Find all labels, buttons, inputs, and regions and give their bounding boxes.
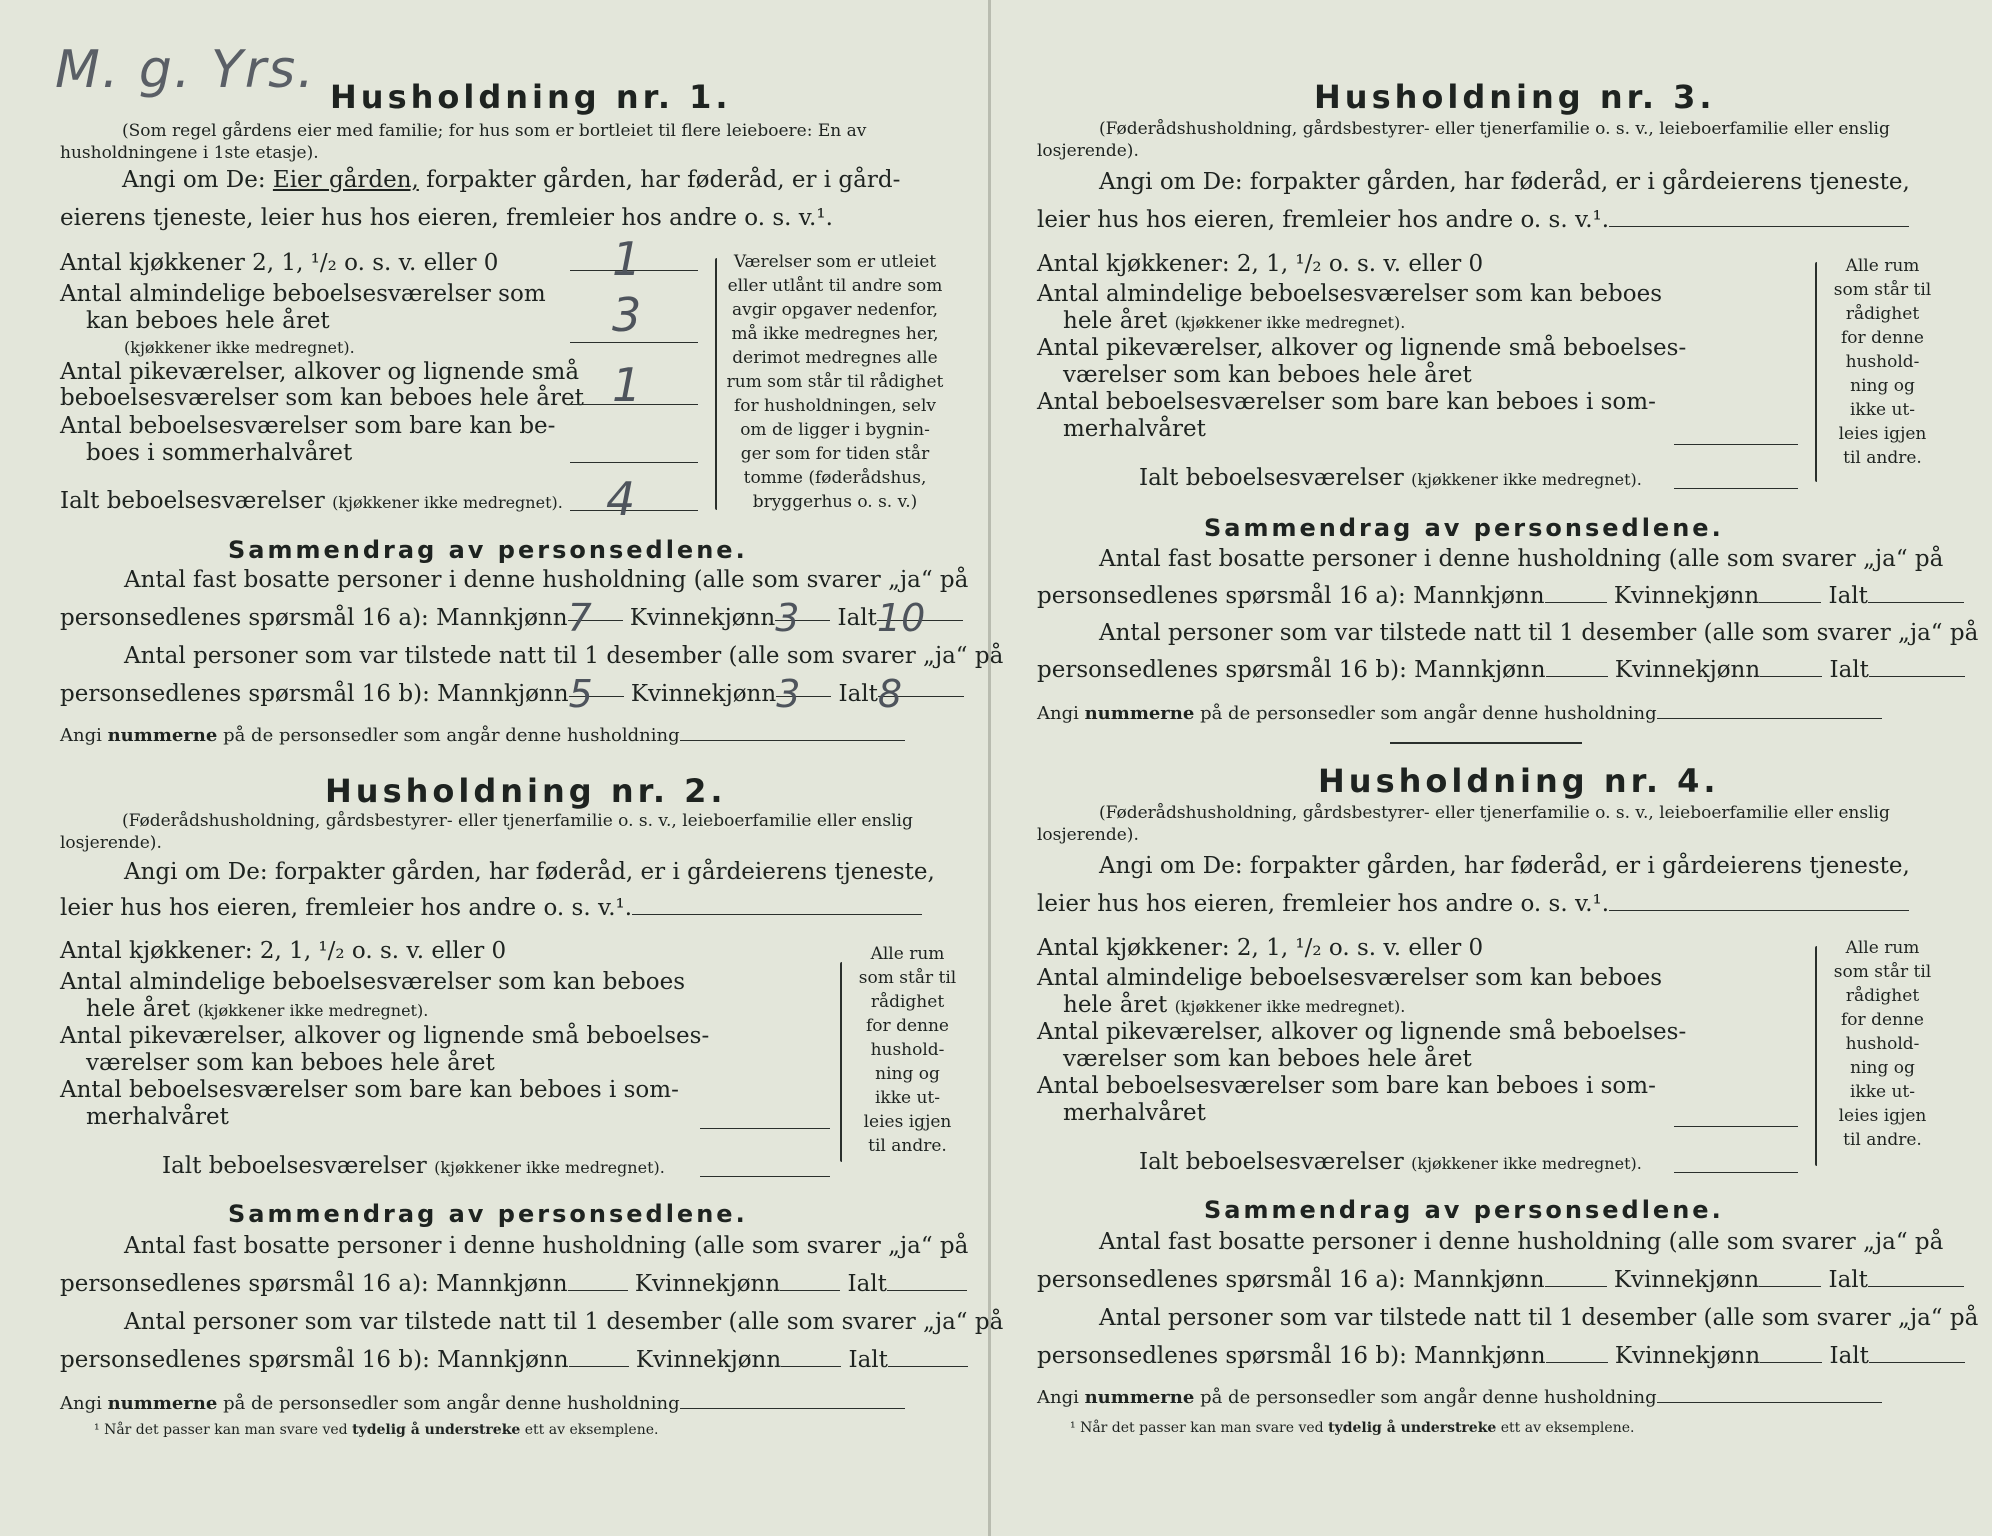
right-footnote-pre: ¹ Når det passer kan man svare ved xyxy=(1070,1420,1329,1436)
h2-angi-num-post: på de personsedler som angår denne husholdning xyxy=(217,1393,680,1414)
h1-sum1-mann-value: 7 xyxy=(567,596,592,640)
h4-kjokken-label: Antal kjøkkener: 2, 1, ¹/₂ o. s. v. eller 0 xyxy=(1037,935,1484,961)
h3-sum1-label: personsedlenes spørsmål 16 a): Mannkjønn xyxy=(1037,583,1545,609)
h2-title: Husholdning nr. 2. xyxy=(325,772,727,810)
h2-side-line: leies igjen xyxy=(863,1112,952,1132)
h2-ialt-label: Ialt beboelsesværelser xyxy=(162,1153,427,1179)
h1-sum1-kv-value: 3 xyxy=(775,596,800,640)
h4-side-line: hushold- xyxy=(1845,1034,1920,1054)
h4-sum2-ialt-label: Ialt xyxy=(1829,1343,1869,1369)
h4-side-line: Alle rum xyxy=(1845,938,1920,958)
h1-side-line: for husholdningen, selv xyxy=(733,396,937,416)
h4-ialt-line xyxy=(1139,1148,1642,1178)
h3-side-line: hushold- xyxy=(1845,352,1920,372)
h4-sum1-line2 xyxy=(1037,1266,1964,1294)
h3-ialt-blank xyxy=(1674,488,1798,489)
h1-sum1-line2 xyxy=(60,596,963,640)
h2-brace xyxy=(840,962,842,1162)
h2-sum2-kv-label: Kvinnekjønn xyxy=(635,1347,782,1373)
h2-angi-line1: Angi om De: forpakter gården, har føderåd, er i gårdeierens tjeneste, xyxy=(124,859,935,885)
h1-sum1-kv-label: Kvinnekjønn xyxy=(629,605,776,631)
h1-sum1-line1: Antal fast bosatte personer i denne husholdning (alle som svarer „ja“ på xyxy=(124,567,969,593)
h1-kjokken-label: Antal kjøkkener 2, 1, ¹/₂ o. s. v. eller 0 xyxy=(60,250,499,276)
h1-ialt-label: Ialt beboelsesværelser xyxy=(60,488,325,514)
h1-angi-rest: forpakter gården, har føderåd, er i gård- xyxy=(418,167,901,193)
h1-angi-num-pre: Angi xyxy=(60,725,108,746)
h4-alm-line2-text: hele året xyxy=(1063,992,1168,1018)
h2-sum1-line1: Antal fast bosatte personer i denne husholdning (alle som svarer „ja“ på xyxy=(124,1233,969,1259)
h3-ialt-note: (kjøkkener ikke medregnet). xyxy=(1411,470,1642,489)
h3-side-line: for denne xyxy=(1841,328,1924,348)
h4-sum2-line1: Antal personer som var tilstede natt til 1 desember (alle som svarer „ja“ på xyxy=(1099,1305,1979,1331)
h1-sum2-ialt-label: Ialt xyxy=(838,681,878,707)
h4-note: (Føderådshusholdning, gårdsbestyrer- eller tjenerfamilie o. s. v., leieboerfamilie eller enslig losjerende). xyxy=(1037,803,1890,845)
h2-alm-line1: Antal almindelige beboelsesværelser som kan beboes xyxy=(60,969,686,995)
section-separator xyxy=(1390,742,1582,744)
h3-side-line: til andre. xyxy=(1843,448,1922,468)
h3-sum1-line2 xyxy=(1037,582,1964,610)
h1-alm-line2: kan beboes hele året xyxy=(86,308,330,334)
h2-ialt-line xyxy=(162,1152,665,1182)
h4-alm-note: (kjøkkener ikke medregnet). xyxy=(1174,997,1406,1016)
h2-angi-num-pre: Angi xyxy=(60,1393,108,1414)
h3-angi-num-pre: Angi xyxy=(1037,703,1085,724)
h3-summary-title: Sammendrag av personsedlene. xyxy=(1204,514,1724,542)
h1-side-line: Værelser som er utleiet xyxy=(733,252,937,272)
h4-sommer-line2: merhalvåret xyxy=(1063,1100,1206,1126)
h4-side-line: ning og xyxy=(1850,1058,1915,1078)
h3-angi-line1: Angi om De: forpakter gården, har føderåd, er i gårdeierens tjeneste, xyxy=(1099,169,1910,195)
left-footnote-bold: tydelig å understreke xyxy=(352,1422,521,1438)
left-footnote-post: ett av eksemplene. xyxy=(520,1422,659,1438)
h3-sum2-line1: Antal personer som var tilstede natt til 1 desember (alle som svarer „ja“ på xyxy=(1099,620,1979,646)
h1-sum2-line2 xyxy=(60,672,964,716)
h2-sum1-kv-label: Kvinnekjønn xyxy=(634,1271,781,1297)
h2-summary-title: Sammendrag av personsedlene. xyxy=(228,1200,748,1228)
h4-sum2-kv-label: Kvinnekjønn xyxy=(1614,1343,1761,1369)
h2-angi-line2 xyxy=(60,894,922,922)
h4-side-line: ikke ut- xyxy=(1849,1082,1916,1102)
h3-pike-line2: værelser som kan beboes hele året xyxy=(1063,362,1472,388)
h3-ialt-label: Ialt beboelsesværelser xyxy=(1139,465,1404,491)
h3-title: Husholdning nr. 3. xyxy=(1314,78,1716,116)
h2-angi-num-bold: nummerne xyxy=(107,1393,218,1414)
h3-angi-line2-text: leier hus hos eieren, fremleier hos andre o. s. v.¹. xyxy=(1037,207,1610,233)
h4-angi-line2-text: leier hus hos eieren, fremleier hos andre o. s. v.¹. xyxy=(1037,891,1610,917)
h2-side-line: hushold- xyxy=(870,1040,945,1060)
handwritten-corner-note: M. g. Yrs. xyxy=(55,40,316,100)
h2-alm-line2-text: hele året xyxy=(86,996,191,1022)
h4-side-line: til andre. xyxy=(1843,1130,1922,1150)
h3-alm-note: (kjøkkener ikke medregnet). xyxy=(1174,313,1406,332)
h1-sum2-mann-value: 5 xyxy=(568,672,593,716)
h1-side-line: tomme (føderådshus, xyxy=(743,468,927,488)
left-footnote-pre: ¹ Når det passer kan man svare ved xyxy=(94,1422,353,1438)
h3-note: (Føderådshusholdning, gårdsbestyrer- eller tjenerfamilie o. s. v., leieboerfamilie eller enslig losjerende). xyxy=(1037,119,1890,161)
h1-sommer-blank xyxy=(570,462,698,463)
h2-alm-line2 xyxy=(86,995,428,1025)
h2-alm-note: (kjøkkener ikke medregnet). xyxy=(197,1001,429,1020)
h1-alm-line3: (kjøkkener ikke medregnet). xyxy=(124,338,355,357)
h1-side-line: avgir opgaver nedenfor, xyxy=(731,300,938,320)
h3-side-line: ikke ut- xyxy=(1849,400,1916,420)
h4-sum1-label: personsedlenes spørsmål 16 a): Mannkjønn xyxy=(1037,1267,1545,1293)
h1-sommer-line1: Antal beboelsesværelser som bare kan be- xyxy=(60,413,556,439)
h3-sum2-ialt-label: Ialt xyxy=(1829,657,1869,683)
h1-angi-label: Angi om De: xyxy=(122,167,273,193)
h4-ialt-blank xyxy=(1674,1172,1798,1173)
h2-pike-line2: værelser som kan beboes hele året xyxy=(86,1050,495,1076)
h4-angi-line2 xyxy=(1037,890,1909,918)
h1-alm-line1: Antal almindelige beboelsesværelser som xyxy=(60,281,546,307)
h1-side-line: må ikke medregnes her, xyxy=(731,324,939,344)
h4-sum1-kv-label: Kvinnekjønn xyxy=(1613,1267,1760,1293)
h2-side-line: rådighet xyxy=(870,992,945,1012)
h4-angi-num-bold: nummerne xyxy=(1084,1387,1195,1408)
h1-angi-line2: eierens tjeneste, leier hus hos eieren, fremleier hos andre o. s. v.¹. xyxy=(60,205,833,231)
h1-angi-num-post: på de personsedler som angår denne husholdning xyxy=(217,725,680,746)
h3-angi-line2 xyxy=(1037,206,1909,234)
h2-sum1-line2 xyxy=(60,1270,967,1298)
h1-side-line: ger som for tiden står xyxy=(740,444,930,464)
h4-alm-line1: Antal almindelige beboelsesværelser som kan beboes xyxy=(1037,965,1663,991)
right-page xyxy=(992,0,1992,1536)
h1-sommer-line2: boes i sommerhalvåret xyxy=(86,440,353,466)
h3-alm-line2 xyxy=(1063,307,1405,337)
h4-sum2-label: personsedlenes spørsmål 16 b): Mannkjønn xyxy=(1037,1343,1546,1369)
h2-angi-nummerne xyxy=(60,1390,905,1418)
left-footnote xyxy=(94,1422,658,1438)
h1-sum2-label: personsedlenes spørsmål 16 b): Mannkjønn xyxy=(60,681,569,707)
h1-angi-num-bold: nummerne xyxy=(107,725,218,746)
h4-angi-line1: Angi om De: forpakter gården, har føderåd, er i gårdeierens tjeneste, xyxy=(1099,853,1910,879)
h4-pike-line2: værelser som kan beboes hele året xyxy=(1063,1046,1472,1072)
h1-sum1-ialt-label: Ialt xyxy=(837,605,877,631)
h3-sommer-blank xyxy=(1674,444,1798,445)
h2-sommer-line1: Antal beboelsesværelser som bare kan beboes i som- xyxy=(60,1077,679,1103)
h1-pike-line1: Antal pikeværelser, alkover og lignende små xyxy=(60,359,580,385)
h2-sum2-line2 xyxy=(60,1346,968,1374)
h2-side-line: til andre. xyxy=(868,1136,947,1156)
h2-ialt-note: (kjøkkener ikke medregnet). xyxy=(434,1158,665,1177)
h3-brace xyxy=(1815,262,1817,482)
h3-angi-nummerne xyxy=(1037,700,1882,728)
h1-sum2-kv-value: 3 xyxy=(776,672,801,716)
h3-sum1-kv-label: Kvinnekjønn xyxy=(1613,583,1760,609)
h1-side-line: eller utlånt til andre som xyxy=(727,276,943,296)
h4-brace xyxy=(1815,946,1817,1166)
h4-side-line: for denne xyxy=(1841,1010,1924,1030)
h3-side-line: ning og xyxy=(1850,376,1915,396)
h4-side-line: som står til xyxy=(1833,962,1932,982)
h4-side-line: rådighet xyxy=(1845,986,1920,1006)
h1-title: Husholdning nr. 1. xyxy=(330,78,732,116)
h2-angi-line2-text: leier hus hos eieren, fremleier hos andre o. s. v.¹. xyxy=(60,895,633,921)
h2-note: (Føderådshusholdning, gårdsbestyrer- eller tjenerfamilie o. s. v., leieboerfamilie eller enslig losjerende). xyxy=(60,811,913,853)
h3-sum2-line2 xyxy=(1037,656,1965,684)
h4-side-note xyxy=(1820,936,1945,1152)
h1-side-line: rum som står til rådighet xyxy=(726,372,944,392)
h3-side-note xyxy=(1820,254,1945,470)
h3-sum1-ialt-label: Ialt xyxy=(1828,583,1868,609)
h3-angi-num-bold: nummerne xyxy=(1084,703,1195,724)
h1-ialt-note: (kjøkkener ikke medregnet). xyxy=(332,493,563,512)
h4-sum2-line2 xyxy=(1037,1342,1965,1370)
h1-side-note xyxy=(720,250,950,514)
h2-side-note xyxy=(845,942,970,1158)
h1-sum2-kv-label: Kvinnekjønn xyxy=(630,681,777,707)
h4-angi-num-pre: Angi xyxy=(1037,1387,1085,1408)
h1-ialt-line xyxy=(60,487,563,517)
h2-side-line: Alle rum xyxy=(870,944,945,964)
h2-sum1-label: personsedlenes spørsmål 16 a): Mannkjønn xyxy=(60,1271,568,1297)
h4-title: Husholdning nr. 4. xyxy=(1318,762,1720,800)
h3-sommer-line1: Antal beboelsesværelser som bare kan beboes i som- xyxy=(1037,389,1656,415)
h4-ialt-note: (kjøkkener ikke medregnet). xyxy=(1411,1154,1642,1173)
h1-angi-line1 xyxy=(122,166,900,194)
h1-pike-line2: beboelsesværelser som kan beboes hele året xyxy=(60,385,584,411)
h3-side-line: Alle rum xyxy=(1845,256,1920,276)
right-footnote-post: ett av eksemplene. xyxy=(1496,1420,1635,1436)
h2-sum2-ialt-label: Ialt xyxy=(848,1347,888,1373)
h1-sum1-label: personsedlenes spørsmål 16 a): Mannkjønn xyxy=(60,605,568,631)
h2-pike-line1: Antal pikeværelser, alkover og lignende små beboelses- xyxy=(60,1023,710,1049)
h1-sum2-line1: Antal personer som var tilstede natt til 1 desember (alle som svarer „ja“ på xyxy=(124,643,1004,669)
h4-sommer-line1: Antal beboelsesværelser som bare kan beboes i som- xyxy=(1037,1073,1656,1099)
h3-side-line: leies igjen xyxy=(1838,424,1927,444)
h2-sum1-ialt-label: Ialt xyxy=(847,1271,887,1297)
h1-side-line: derimot medregnes alle xyxy=(732,348,938,368)
h2-sum2-label: personsedlenes spørsmål 16 b): Mannkjønn xyxy=(60,1347,569,1373)
right-footnote xyxy=(1070,1420,1634,1436)
page-fold xyxy=(988,0,991,1536)
right-footnote-bold: tydelig å understreke xyxy=(1328,1420,1497,1436)
h3-alm-line2-text: hele året xyxy=(1063,308,1168,334)
h2-sommer-blank xyxy=(700,1128,830,1129)
h3-side-line: som står til xyxy=(1833,280,1932,300)
h4-pike-line1: Antal pikeværelser, alkover og lignende små beboelses- xyxy=(1037,1019,1687,1045)
h1-pike-value: 1 xyxy=(612,358,642,412)
h2-sum2-line1: Antal personer som var tilstede natt til 1 desember (alle som svarer „ja“ på xyxy=(124,1309,1004,1335)
h2-ialt-blank xyxy=(700,1176,830,1177)
h3-sum1-line1: Antal fast bosatte personer i denne husholdning (alle som svarer „ja“ på xyxy=(1099,546,1944,572)
h2-side-line: for denne xyxy=(866,1016,949,1036)
h4-sum1-line1: Antal fast bosatte personer i denne husholdning (alle som svarer „ja“ på xyxy=(1099,1229,1944,1255)
h3-sum2-label: personsedlenes spørsmål 16 b): Mannkjønn xyxy=(1037,657,1546,683)
h1-angi-nummerne xyxy=(60,722,905,750)
h2-side-line: ning og xyxy=(875,1064,940,1084)
h4-ialt-label: Ialt beboelsesværelser xyxy=(1139,1149,1404,1175)
h2-side-line: som står til xyxy=(858,968,957,988)
h4-alm-line2 xyxy=(1063,991,1405,1021)
h3-side-line: rådighet xyxy=(1845,304,1920,324)
h3-ialt-line xyxy=(1139,464,1642,494)
h1-kjokken-value: 1 xyxy=(612,232,642,286)
h4-angi-num-post: på de personsedler som angår denne husholdning xyxy=(1194,1387,1657,1408)
h4-sommer-blank xyxy=(1674,1126,1798,1127)
h1-alm-value: 3 xyxy=(612,288,642,342)
h1-side-line: om de ligger i bygnin- xyxy=(740,420,930,440)
h4-sum1-ialt-label: Ialt xyxy=(1828,1267,1868,1293)
h1-ialt-value: 4 xyxy=(606,472,636,526)
h3-angi-num-post: på de personsedler som angår denne husholdning xyxy=(1194,703,1657,724)
h1-summary-title: Sammendrag av personsedlene. xyxy=(228,536,748,564)
h1-sum1-ialt-value: 10 xyxy=(876,596,926,640)
h1-sum2-ialt-value: 8 xyxy=(877,672,903,716)
h2-sommer-line2: merhalvåret xyxy=(86,1104,229,1130)
h3-alm-line1: Antal almindelige beboelsesværelser som kan beboes xyxy=(1037,281,1663,307)
h1-side-line: bryggerhus o. s. v.) xyxy=(752,492,918,512)
h3-kjokken-label: Antal kjøkkener: 2, 1, ¹/₂ o. s. v. eller 0 xyxy=(1037,251,1484,277)
h1-note: (Som regel gårdens eier med familie; for hus som er bortleiet til flere leieboere: En av husholdningene i 1ste etasje). xyxy=(60,121,867,163)
h3-sum2-kv-label: Kvinnekjønn xyxy=(1614,657,1761,683)
h2-side-line: ikke ut- xyxy=(874,1088,941,1108)
h3-sommer-line2: merhalvåret xyxy=(1063,416,1206,442)
h1-alm-blank xyxy=(570,342,698,343)
h1-angi-selected-option: Eier gården, xyxy=(272,167,419,193)
h4-side-line: leies igjen xyxy=(1838,1106,1927,1126)
h3-pike-line1: Antal pikeværelser, alkover og lignende små beboelses- xyxy=(1037,335,1687,361)
h1-brace xyxy=(715,258,717,510)
h4-angi-nummerne xyxy=(1037,1384,1882,1412)
h2-kjokken-label: Antal kjøkkener: 2, 1, ¹/₂ o. s. v. eller 0 xyxy=(60,938,507,964)
h4-summary-title: Sammendrag av personsedlene. xyxy=(1204,1196,1724,1224)
